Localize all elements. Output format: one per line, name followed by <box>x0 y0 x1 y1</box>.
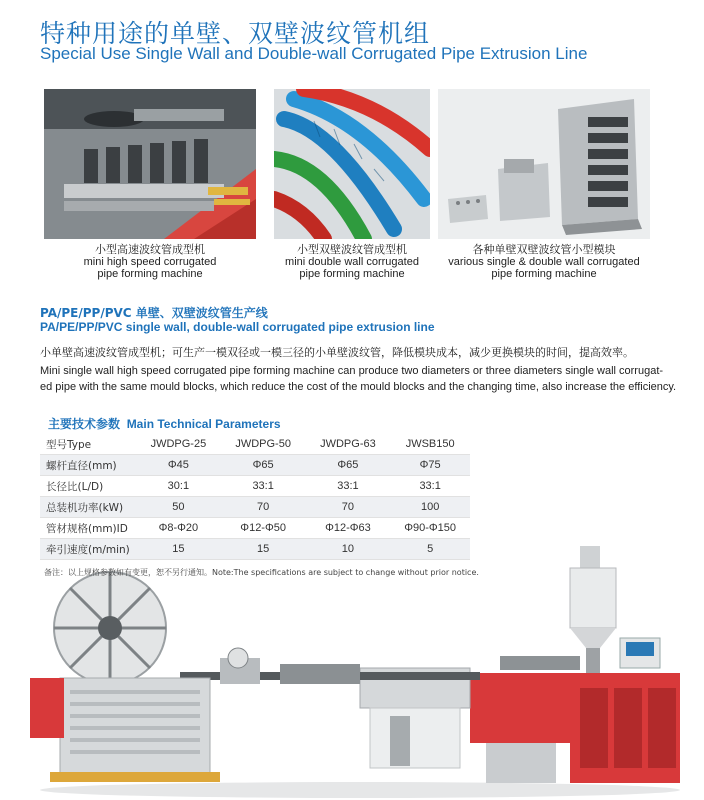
table-cell: 5 <box>390 539 470 560</box>
photo-mini-double-wall-pipes <box>274 89 430 239</box>
row-label: 管材规格(mm)ID <box>40 518 136 539</box>
table-cell: Φ65 <box>221 455 306 476</box>
table-row <box>40 434 470 455</box>
table-row <box>40 455 470 476</box>
page-title-en: Special Use Single Wall and Double-wall Corrugated Pipe Extrusion Line <box>40 44 588 63</box>
row-label: 型号Type <box>40 434 136 455</box>
table-cell: JWDPG-63 <box>306 434 391 455</box>
table-cell: 33:1 <box>306 476 391 497</box>
table-row <box>40 476 470 497</box>
table-row <box>40 539 470 560</box>
footnote: 备注：以上规格参数如有变更，恕不另行通知。Note:The specifications are subject to change without prior notice. <box>44 568 479 577</box>
table-cell: JWDPG-50 <box>221 434 306 455</box>
table-cell: 70 <box>306 497 391 518</box>
row-label: 螺杆直径(mm) <box>40 455 136 476</box>
params-title: 主要技术参数 Main Technical Parameters <box>48 417 281 431</box>
table-cell: 30:1 <box>136 476 221 497</box>
row-label: 牵引速度(m/min) <box>40 539 136 560</box>
table-cell: Φ12-Φ63 <box>306 518 391 539</box>
table-row <box>40 518 470 539</box>
technical-parameters-table <box>40 434 470 560</box>
caption-photo-3: 各种单壁双壁波纹管小型模块 various single & double wall corrugated pipe forming machine <box>448 243 640 280</box>
table-cell: 70 <box>221 497 306 518</box>
table-cell: Φ12-Φ50 <box>221 518 306 539</box>
page-title-zh: 特种用途的单壁、双壁波纹管机组 <box>40 19 431 48</box>
table-cell: 100 <box>390 497 470 518</box>
table-cell: Φ45 <box>136 455 221 476</box>
row-label: 长径比(L/D) <box>40 476 136 497</box>
table-cell: 15 <box>136 539 221 560</box>
table-row <box>40 497 470 518</box>
table-cell: 10 <box>306 539 391 560</box>
table-cell: Φ90-Φ150 <box>390 518 470 539</box>
table-cell: 33:1 <box>221 476 306 497</box>
table-cell: 50 <box>136 497 221 518</box>
description-zh: 小单壁高速波纹管成型机；可生产一模双径或一模三径的小单壁波纹管，降低模块成本，减少更换模块的时间，提高效率。 <box>40 346 634 359</box>
row-label: 总装机功率(kW) <box>40 497 136 518</box>
photo-mould-blocks <box>438 89 650 239</box>
section-title-zh: PA/PE/PP/PVC 单壁、双壁波纹管生产线 <box>40 306 268 320</box>
caption-photo-1: 小型高速波纹管成型机 mini high speed corrugated pipe forming machine <box>83 243 217 280</box>
table-cell: 15 <box>221 539 306 560</box>
description-en: Mini single wall high speed corrugated pipe forming machine can produce two diameters or three diameters single wall corrugat- ed pipe with the same mould blocks, which reduce the cost of the mould blocks and the changing time, also increase the efficiency. <box>40 365 677 393</box>
table-cell: JWDPG-25 <box>136 434 221 455</box>
photo-mini-high-speed-machine <box>44 89 256 239</box>
table-cell: 33:1 <box>390 476 470 497</box>
section-title-en: PA/PE/PP/PVC single wall, double-wall corrugated pipe extrusion line <box>40 320 435 334</box>
table-cell: Φ65 <box>306 455 391 476</box>
table-cell: Φ75 <box>390 455 470 476</box>
caption-photo-2: 小型双壁波纹管成型机 mini double wall corrugated pipe forming machine <box>285 243 419 280</box>
table-cell: Φ8-Φ20 <box>136 518 221 539</box>
table-cell: JWSB150 <box>390 434 470 455</box>
